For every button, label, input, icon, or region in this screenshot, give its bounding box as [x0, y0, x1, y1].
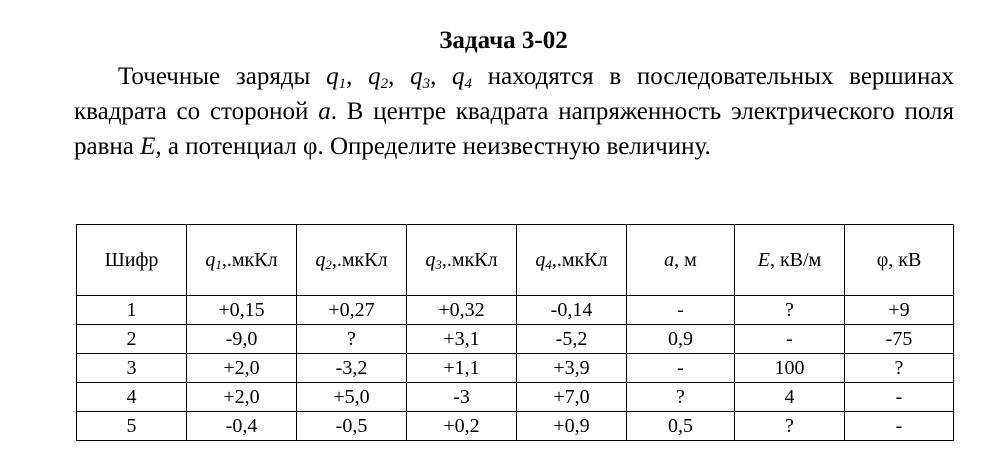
statement-text-4: , а потенциал [155, 133, 304, 160]
cell-q4: -0,14 [517, 296, 627, 325]
cell-q3: +0,32 [407, 296, 517, 325]
header-cipher: Шифр [77, 225, 187, 296]
cell-E: 100 [735, 354, 845, 383]
cell-a: ? [627, 383, 735, 412]
cell-q1: +2,0 [187, 383, 297, 412]
cell-E: ? [735, 412, 845, 441]
cell-q2: -0,5 [297, 412, 407, 441]
cell-q1: -9,0 [187, 325, 297, 354]
problem-title: Задача 3-02 [439, 27, 568, 54]
problem-statement: Точечные заряды $q_1$, $q_2$, $q_3$, $q_4$ находятся в последовательных вершинах квадрата со стороной a. В центре квадрата напряженность электрического поля равна E, а потенциал φ. Определите неизвестную величину. [74, 63, 955, 160]
cell-a: 0,9 [627, 325, 735, 354]
cell-cipher: 5 [77, 412, 187, 441]
cell-a: 0,5 [627, 412, 735, 441]
header-q3: $q_3,.мкКл$ [407, 225, 517, 296]
table-row [77, 412, 954, 441]
cell-phi: - [845, 412, 954, 441]
cell-q2: +5,0 [297, 383, 407, 412]
statement-text-2: находятся в последовательных вершинах квадрата со стороной [74, 63, 955, 125]
symbol-phi: φ [303, 133, 318, 160]
cell-q4: -5,2 [517, 325, 627, 354]
cell-q4: +0,9 [517, 412, 627, 441]
cell-E: ? [735, 296, 845, 325]
cell-q3: -3 [407, 383, 517, 412]
cell-cipher: 1 [77, 296, 187, 325]
header-q2: $q_2,.мкКл$ [297, 225, 407, 296]
cell-q1: +0,15 [187, 296, 297, 325]
cell-a: - [627, 296, 735, 325]
table-header-row [77, 225, 954, 296]
header-q1: $q_1,.мкКл$ [187, 225, 297, 296]
cell-phi: +9 [845, 296, 954, 325]
header-q4: $q_4,.мкКл$ [517, 225, 627, 296]
symbol-q1: $q_1$ [326, 63, 347, 92]
cell-q3: +1,1 [407, 354, 517, 383]
symbol-E: E [140, 133, 156, 160]
symbol-q2: $q_2$ [368, 63, 389, 92]
cell-q2: ? [297, 325, 407, 354]
symbol-q4: $q_4$ [452, 63, 473, 92]
cell-cipher: 2 [77, 325, 187, 354]
table-row [77, 325, 954, 354]
cell-cipher: 3 [77, 354, 187, 383]
cell-q4: +3,9 [517, 354, 627, 383]
cell-q4: +7,0 [517, 383, 627, 412]
table-row [77, 383, 954, 412]
header-phi: φ, кВ [845, 225, 954, 296]
cell-phi: ? [845, 354, 954, 383]
cell-q2: +0,27 [297, 296, 407, 325]
symbol-q3: $q_3$ [410, 63, 431, 92]
cell-q1: -0,4 [187, 412, 297, 441]
symbol-a: a [318, 98, 331, 125]
table-row [77, 354, 954, 383]
variants-table [76, 224, 954, 441]
cell-cipher: 4 [77, 383, 187, 412]
cell-phi: -75 [845, 325, 954, 354]
header-E: E, кВ/м [735, 225, 845, 296]
cell-E: - [735, 325, 845, 354]
statement-text-5: . Определите неизвестную величину. [317, 133, 711, 160]
statement-text-1: Точечные заряды [118, 63, 327, 90]
cell-E: 4 [735, 383, 845, 412]
cell-q1: +2,0 [187, 354, 297, 383]
header-a: a, м [627, 225, 735, 296]
table-row [77, 296, 954, 325]
cell-a: - [627, 354, 735, 383]
cell-q3: +3,1 [407, 325, 517, 354]
cell-q3: +0,2 [407, 412, 517, 441]
statement-text-3: . В центре квадрата напряженность электрического поля равна [74, 98, 954, 160]
cell-phi: - [845, 383, 954, 412]
cell-q2: -3,2 [297, 354, 407, 383]
